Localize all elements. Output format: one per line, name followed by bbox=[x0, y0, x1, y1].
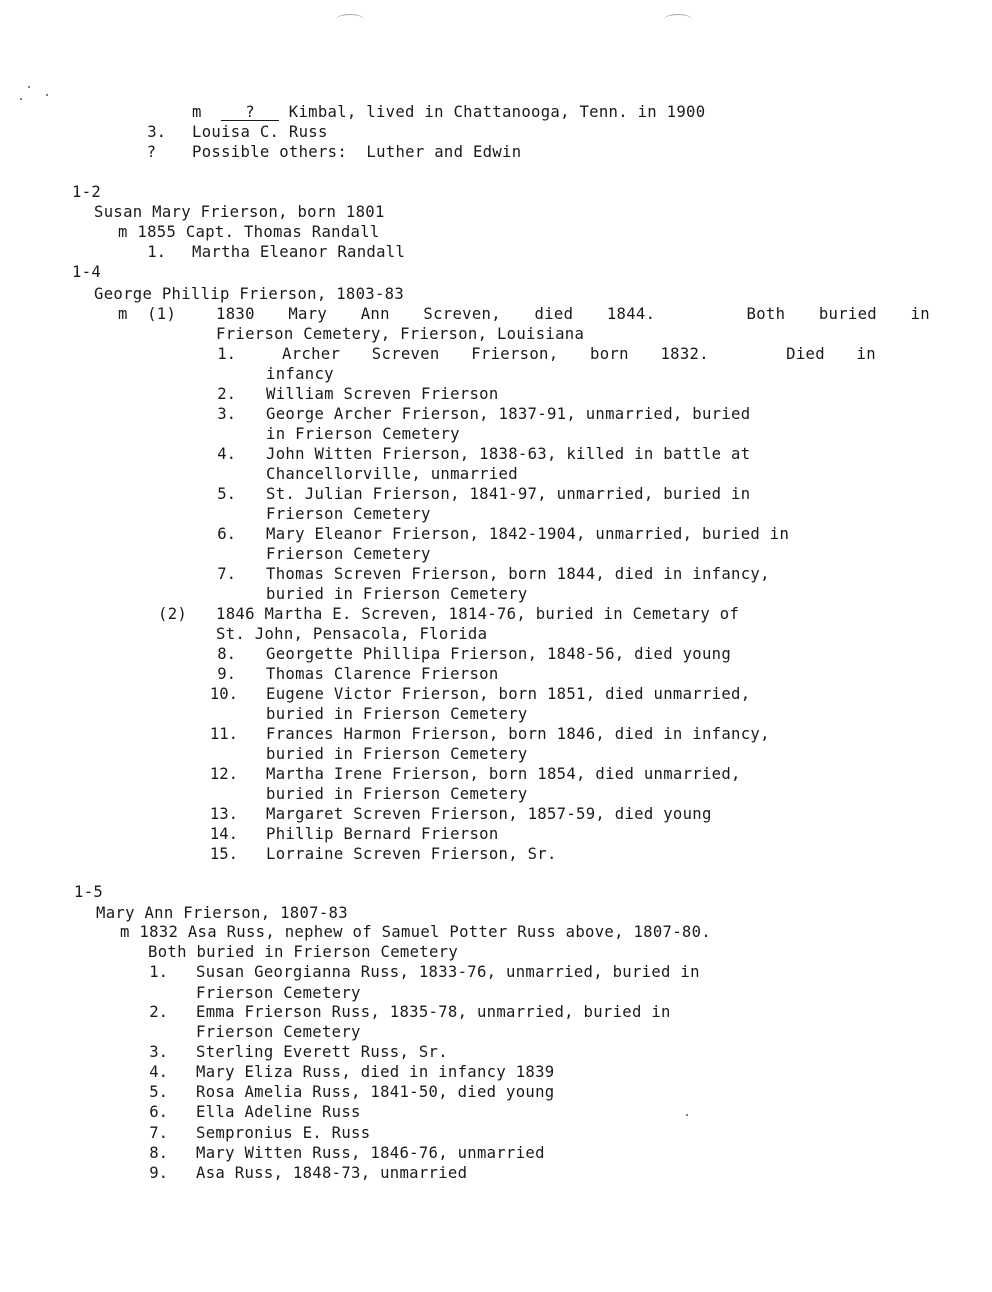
entry-text: Mary Witten Russ, 1846-76, unmarried bbox=[196, 1144, 545, 1162]
entry-text-continued: buried in Frierson Cemetery bbox=[266, 705, 528, 723]
entry-text: Ella Adeline Russ bbox=[196, 1103, 361, 1121]
entry-text-continued: Frierson Cemetery bbox=[266, 505, 431, 523]
entry-text-continued: buried in Frierson Cemetery bbox=[266, 745, 528, 763]
punch-hole-mark-right bbox=[664, 14, 692, 25]
entry-number: 11. bbox=[209, 725, 238, 743]
entry-text-continued: Frierson Cemetery bbox=[266, 545, 431, 563]
marriage-line-continued: Frierson Cemetery, Frierson, Louisiana bbox=[216, 325, 585, 343]
entry-number: 6. bbox=[149, 1103, 168, 1121]
section-id: 1-2 bbox=[72, 183, 102, 201]
person-heading: Susan Mary Frierson, born 1801 bbox=[94, 203, 385, 221]
entry-text-continued: infancy bbox=[266, 365, 334, 383]
kimbal-marriage-line: m ? Kimbal, lived in Chattanooga, Tenn. in 1900 bbox=[192, 103, 706, 121]
entry-number: 4. bbox=[149, 1063, 168, 1081]
marriage-line: m 1832 Asa Russ, nephew of Samuel Potter Russ above, 1807-80. bbox=[120, 923, 711, 941]
entry-text: Martha Irene Frierson, born 1854, died unmarried, bbox=[266, 765, 741, 783]
entry-text-continued: buried in Frierson Cemetery bbox=[266, 585, 528, 603]
entry-text-continued: buried in Frierson Cemetery bbox=[266, 785, 528, 803]
entry-number: 8. bbox=[217, 645, 236, 663]
entry-text: Georgette Phillipa Frierson, 1848-56, died young bbox=[266, 645, 732, 663]
scan-speck bbox=[20, 98, 22, 100]
entry-text: Possible others: Luther and Edwin bbox=[192, 143, 522, 161]
entry-text: Lorraine Screven Frierson, Sr. bbox=[266, 845, 557, 863]
marriage-line: m 1855 Capt. Thomas Randall bbox=[118, 223, 380, 241]
entry-number: 5. bbox=[149, 1083, 168, 1101]
entry-text: St. Julian Frierson, 1841-97, unmarried, buried in bbox=[266, 485, 751, 503]
marriage-label: (2) bbox=[158, 605, 188, 623]
marriage-line-continued: St. John, Pensacola, Florida bbox=[216, 625, 488, 643]
entry-number: 8. bbox=[149, 1144, 168, 1162]
entry-text-continued: in Frierson Cemetery bbox=[266, 425, 460, 443]
entry-text: Thomas Clarence Frierson bbox=[266, 665, 499, 683]
entry-number: 4. bbox=[217, 445, 236, 463]
entry-number: 2. bbox=[217, 385, 236, 403]
entry-number: 7. bbox=[217, 565, 236, 583]
entry-number: 1. bbox=[147, 243, 166, 261]
person-heading: George Phillip Frierson, 1803-83 bbox=[94, 285, 405, 303]
entry-number: 15. bbox=[209, 845, 238, 863]
entry-text: Eugene Victor Frierson, born 1851, died unmarried, bbox=[266, 685, 751, 703]
marriage-line: 1846 Martha E. Screven, 1814-76, buried in Cemetary of bbox=[216, 605, 740, 623]
unknown-name-blank: ? bbox=[221, 104, 279, 121]
entry-number: 5. bbox=[217, 485, 236, 503]
entry-number: 2. bbox=[149, 1003, 168, 1021]
entry-text: Sterling Everett Russ, Sr. bbox=[196, 1043, 448, 1061]
punch-hole-mark-left bbox=[336, 14, 364, 25]
entry-number: ? bbox=[146, 143, 156, 161]
entry-text: John Witten Frierson, 1838-63, killed in battle at bbox=[266, 445, 751, 463]
entry-text: George Archer Frierson, 1837-91, unmarried, buried bbox=[266, 405, 751, 423]
entry-text-continued: Chancellorville, unmarried bbox=[266, 465, 518, 483]
section-id: 1-5 bbox=[74, 883, 104, 901]
entry-number: 14. bbox=[209, 825, 238, 843]
entry-text: Mary Eleanor Frierson, 1842-1904, unmarried, buried in bbox=[266, 525, 790, 543]
entry-text: Sempronius E. Russ bbox=[196, 1124, 371, 1142]
entry-text: Martha Eleanor Randall bbox=[192, 243, 406, 261]
entry-number: 1. bbox=[149, 963, 168, 981]
scan-speck bbox=[686, 1114, 688, 1116]
scan-speck bbox=[46, 94, 48, 96]
entry-number: 7. bbox=[149, 1124, 168, 1142]
entry-number: 9. bbox=[149, 1164, 168, 1182]
entry-text: Mary Eliza Russ, died in infancy 1839 bbox=[196, 1063, 555, 1081]
section-id: 1-4 bbox=[72, 263, 102, 281]
entry-number: 3. bbox=[147, 123, 166, 141]
entry-number: 1. bbox=[217, 345, 236, 363]
entry-text: Emma Frierson Russ, 1835-78, unmarried, buried in bbox=[196, 1003, 671, 1021]
entry-text-continued: Frierson Cemetery bbox=[196, 1023, 361, 1041]
entry-number: 9. bbox=[217, 665, 236, 683]
entry-text: Asa Russ, 1848-73, unmarried bbox=[196, 1164, 468, 1182]
entry-text: Louisa C. Russ bbox=[192, 123, 328, 141]
entry-text: Phillip Bernard Frierson bbox=[266, 825, 499, 843]
entry-text: Rosa Amelia Russ, 1841-50, died young bbox=[196, 1083, 555, 1101]
marriage-label: m (1) bbox=[118, 305, 177, 323]
entry-number: 3. bbox=[217, 405, 236, 423]
entry-number: 10. bbox=[209, 685, 238, 703]
entry-number: 3. bbox=[149, 1043, 168, 1061]
entry-text: Susan Georgianna Russ, 1833-76, unmarried, buried in bbox=[196, 963, 700, 981]
entry-text-continued: Frierson Cemetery bbox=[196, 984, 361, 1002]
entry-number: 6. bbox=[217, 525, 236, 543]
entry-text-justified: Archer Screven Frierson, born 1832. Died in bbox=[282, 345, 876, 363]
marriage-line-continued: Both buried in Frierson Cemetery bbox=[148, 943, 459, 961]
entry-number: 12. bbox=[209, 765, 238, 783]
marriage-line-justified: 1830 Mary Ann Screven, died 1844. Both buried in bbox=[216, 305, 930, 323]
entry-number: 13. bbox=[209, 805, 238, 823]
person-heading: Mary Ann Frierson, 1807-83 bbox=[96, 904, 348, 922]
entry-text: Margaret Screven Frierson, 1857-59, died young bbox=[266, 805, 712, 823]
entry-text: Thomas Screven Frierson, born 1844, died in infancy, bbox=[266, 565, 770, 583]
entry-text: Frances Harmon Frierson, born 1846, died in infancy, bbox=[266, 725, 770, 743]
entry-text: William Screven Frierson bbox=[266, 385, 499, 403]
scan-speck bbox=[28, 86, 30, 88]
